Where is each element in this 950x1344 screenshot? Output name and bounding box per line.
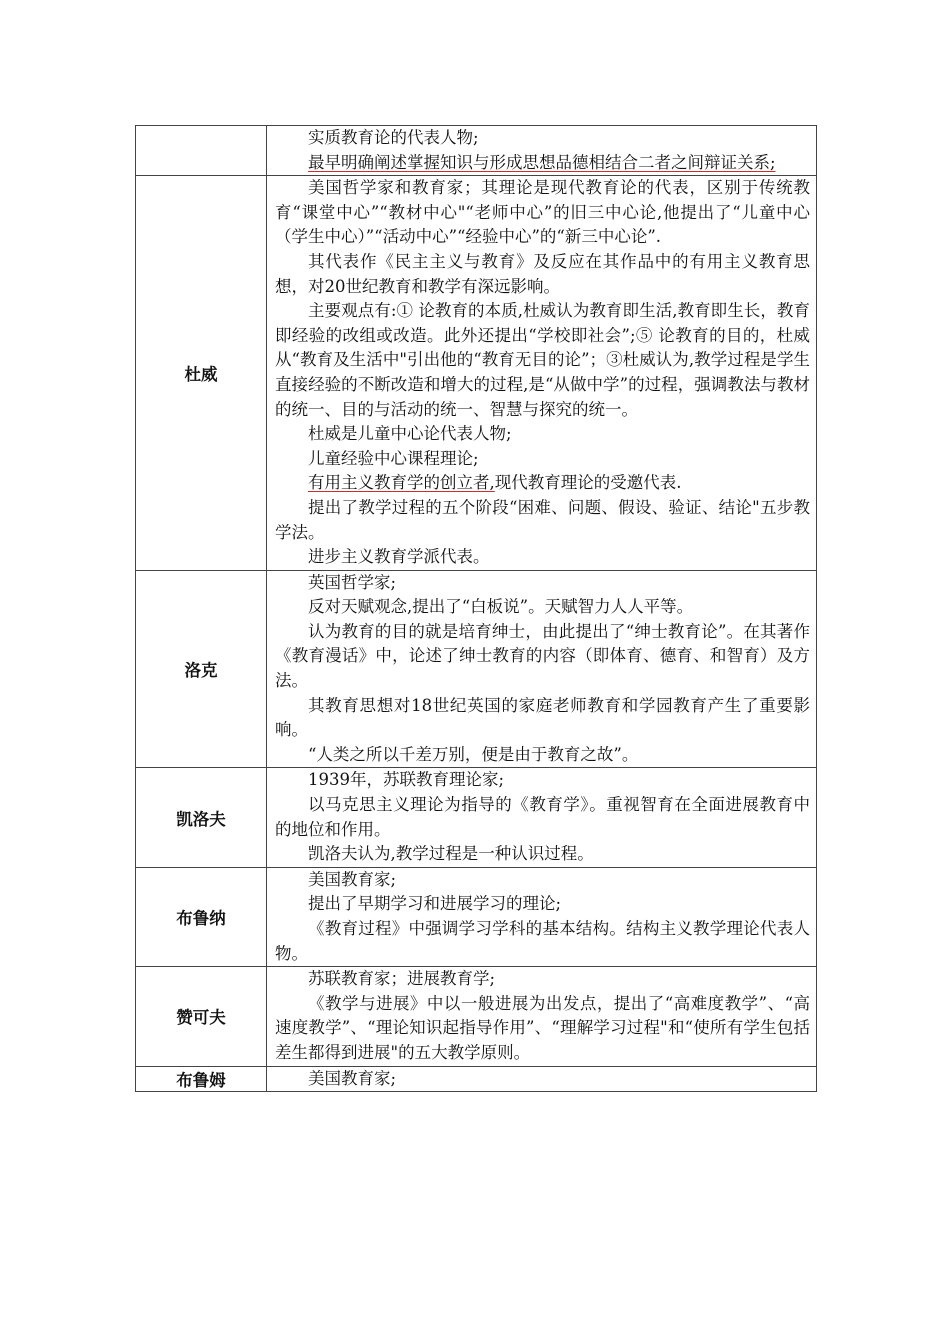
content-cell xyxy=(267,570,817,768)
paragraph: 杜威是儿童中心论代表人物; xyxy=(308,424,512,444)
table-row xyxy=(136,176,817,571)
paragraph: 其代表作《民主主义与教育》及反应在其作品中的有用主义教育思想，对20世纪教育和教学有深远影响。 xyxy=(275,251,810,296)
content-cell xyxy=(267,1066,817,1092)
underlined-phrase: 有用主义教育学的创立者, xyxy=(308,473,495,493)
paragraph xyxy=(275,471,810,496)
paragraph: 以马克思主义理论为指导的《教育学》。重视智育在全面进展教育中的地位和作用。 xyxy=(275,795,810,839)
name-cell: 赞可夫 xyxy=(136,967,267,1066)
paragraph: 实质教育论的代表人物; xyxy=(308,128,479,147)
name-cell: 杜威 xyxy=(136,176,267,571)
paragraph: 认为教育的目的就是培育绅士，由此提出了“绅士教育论”。在其著作《教育漫话》中，论述了绅士教育的内容（即体育、德育、和智育）及方法。 xyxy=(275,621,810,691)
content-cell xyxy=(267,176,817,571)
paragraph: 美国哲学家和教育家；其理论是现代教育论的代表，区别于传统教育“课堂中心”“教材中心"“老师中心”的旧三中心论,他提出了“儿童中心（学生中心）”“活动中心”“经验中心”的“新三中心论”. xyxy=(275,178,810,247)
paragraph: 苏联教育家；进展教育学; xyxy=(308,969,496,989)
table-row xyxy=(136,126,817,176)
paragraph: 《教育过程》中强调学习学科的基本结构。结构主义教学理论代表人物。 xyxy=(275,919,810,963)
paragraph: 主要观点有:① 论教育的本质,杜威认为教育即生活,教育即生长，教育即经验的改组或改造。此外还提出“学校即社会”;⑤ 论教育的目的，杜威从“教育及生活中"引出他的“教育无目的论”；③杜威认为,教学过程是学生直接经验的不断改造和增大的过程,是“从做中学”的过程，强调教法与教材的统一、目的与活动的统一、智慧与探究的统一。 xyxy=(275,301,810,419)
name-cell: 布鲁姆 xyxy=(136,1066,267,1092)
paragraph: 儿童经验中心课程理论; xyxy=(308,448,479,468)
name-cell: 洛克 xyxy=(136,570,267,768)
paragraph: 其教育思想对18世纪英国的家庭老师教育和学园教育产生了重要影响。 xyxy=(275,695,810,740)
paragraph: 提出了教学过程的五个阶段“困难、问题、假设、验证、结论"五步教学法。 xyxy=(275,497,810,542)
paragraph: 美国教育家; xyxy=(308,1068,397,1088)
name-cell xyxy=(136,126,267,176)
content-cell xyxy=(267,967,817,1066)
paragraph: 1939年，苏联教育理论家; xyxy=(308,770,505,790)
table-row xyxy=(136,1066,817,1092)
paragraph: “人类之所以千差万别，便是由于教育之故”。 xyxy=(308,744,639,764)
paragraph: 《教学与进展》中以一般进展为出发点，提出了“高难度教学”、“高速度教学”、“理论知识起指导作用”、“理解学习过程"和“使所有学生包括差生都得到进展"的五大教学原则。 xyxy=(275,993,810,1062)
content-cell xyxy=(267,867,817,966)
figures-table xyxy=(135,125,817,1092)
table-row xyxy=(136,967,817,1066)
name-cell: 布鲁纳 xyxy=(136,867,267,966)
paragraph: 凯洛夫认为,教学过程是一种认识过程。 xyxy=(308,844,594,864)
paragraph: 英国哲学家; xyxy=(308,572,397,592)
table-row xyxy=(136,867,817,966)
paragraph: 进步主义教育学派代表。 xyxy=(308,547,490,567)
table-row xyxy=(136,768,817,867)
name-cell: 凯洛夫 xyxy=(136,768,267,867)
paragraph-text: 现代教育理论的受邀代表. xyxy=(494,473,682,493)
paragraph: 美国教育家; xyxy=(308,869,397,889)
content-cell xyxy=(267,768,817,867)
paragraph-underlined: 最早明确阐述掌握知识与形成思想品德相结合二者之间辩证关系; xyxy=(308,152,776,172)
paragraph: 反对天赋观念,提出了“白板说”。天赋智力人人平等。 xyxy=(308,597,694,617)
paragraph: 提出了早期学习和进展学习的理论; xyxy=(308,894,562,914)
content-cell xyxy=(267,126,817,176)
table-row xyxy=(136,570,817,768)
